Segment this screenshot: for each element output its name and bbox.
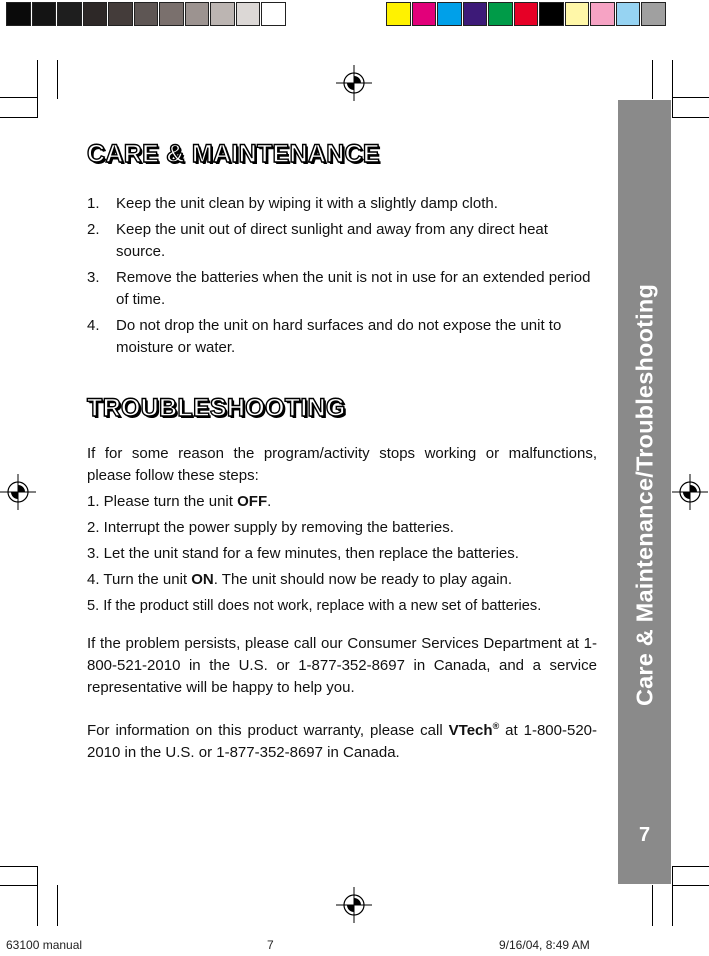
troubleshooting-heading: TROUBLESHOOTING bbox=[87, 393, 346, 422]
list-item: 1. Keep the unit clean by wiping it with a slightly damp cloth. bbox=[87, 195, 498, 212]
footer-date: 9/16/04, 8:49 AM bbox=[499, 938, 590, 952]
process-color-swatch bbox=[437, 2, 462, 26]
grayscale-swatch-bar bbox=[6, 2, 287, 28]
warranty-paragraph: For information on this product warranty, please call VTech® at 1-800-520-2010 in the U.S. or 1-877-352-8697 in Canada. bbox=[87, 720, 597, 761]
registration-mark-top bbox=[336, 65, 372, 101]
process-color-swatch bbox=[514, 2, 539, 26]
grayscale-swatch bbox=[57, 2, 82, 26]
registration-mark-bottom bbox=[336, 887, 372, 923]
process-color-swatch bbox=[539, 2, 564, 26]
grayscale-swatch bbox=[159, 2, 184, 26]
process-color-swatch bbox=[641, 2, 666, 26]
step-4: 4. Turn the unit ON. The unit should now be ready to play again. bbox=[87, 570, 512, 588]
grayscale-swatch bbox=[210, 2, 235, 26]
process-color-swatch bbox=[412, 2, 437, 26]
side-tab bbox=[618, 100, 671, 884]
grayscale-swatch bbox=[236, 2, 261, 26]
list-item: 2. Keep the unit out of direct sunlight and away from any direct heat source. bbox=[87, 220, 548, 260]
care-heading: CARE & MAINTENANCE bbox=[87, 140, 380, 168]
step-5: 5. If the product still does not work, replace with a new set of batteries. bbox=[87, 597, 542, 614]
process-color-swatch bbox=[386, 2, 411, 26]
grayscale-swatch bbox=[6, 2, 31, 26]
process-color-swatch bbox=[463, 2, 488, 26]
grayscale-swatch bbox=[134, 2, 159, 26]
step-3: 3. Let the unit stand for a few minutes, then replace the batteries. bbox=[87, 544, 519, 562]
footer-file-name: 63100 manual bbox=[6, 938, 83, 952]
registration-mark-right bbox=[672, 474, 708, 510]
care-list bbox=[87, 193, 597, 360]
side-tab-page-number: 7 bbox=[638, 824, 651, 846]
grayscale-swatch bbox=[185, 2, 210, 26]
process-color-swatch bbox=[565, 2, 590, 26]
main-content bbox=[87, 140, 597, 764]
grayscale-swatch bbox=[83, 2, 108, 26]
side-tab-title: Care & Maintenance/Troubleshooting bbox=[631, 283, 657, 707]
step-1: 1. Please turn the unit OFF. bbox=[87, 492, 272, 510]
list-item: 3. Remove the batteries when the unit is not in use for an extended period of time. bbox=[87, 268, 591, 308]
footer-page: 7 bbox=[267, 938, 274, 952]
process-color-swatch bbox=[590, 2, 615, 26]
list-item: 4. Do not drop the unit on hard surfaces and do not expose the unit to moisture or water. bbox=[87, 316, 562, 356]
process-color-swatch bbox=[616, 2, 641, 26]
registration-mark-left bbox=[0, 474, 36, 510]
step-2: 2. Interrupt the power supply by removing the batteries. bbox=[87, 518, 454, 536]
troubleshooting-intro: If for some reason the program/activity stops working or malfunctions, please follow these steps: bbox=[87, 444, 597, 484]
process-color-swatch bbox=[488, 2, 513, 26]
contact-paragraph: If the problem persists, please call our Consumer Services Department at 1-800-521-2010 in the U.S. or 1-877-352-8697 in Canada, and a service representative will be happy to help you. bbox=[87, 634, 597, 696]
process-color-swatch-bar bbox=[386, 2, 667, 28]
grayscale-swatch bbox=[261, 2, 286, 26]
grayscale-swatch bbox=[32, 2, 57, 26]
grayscale-swatch bbox=[108, 2, 133, 26]
